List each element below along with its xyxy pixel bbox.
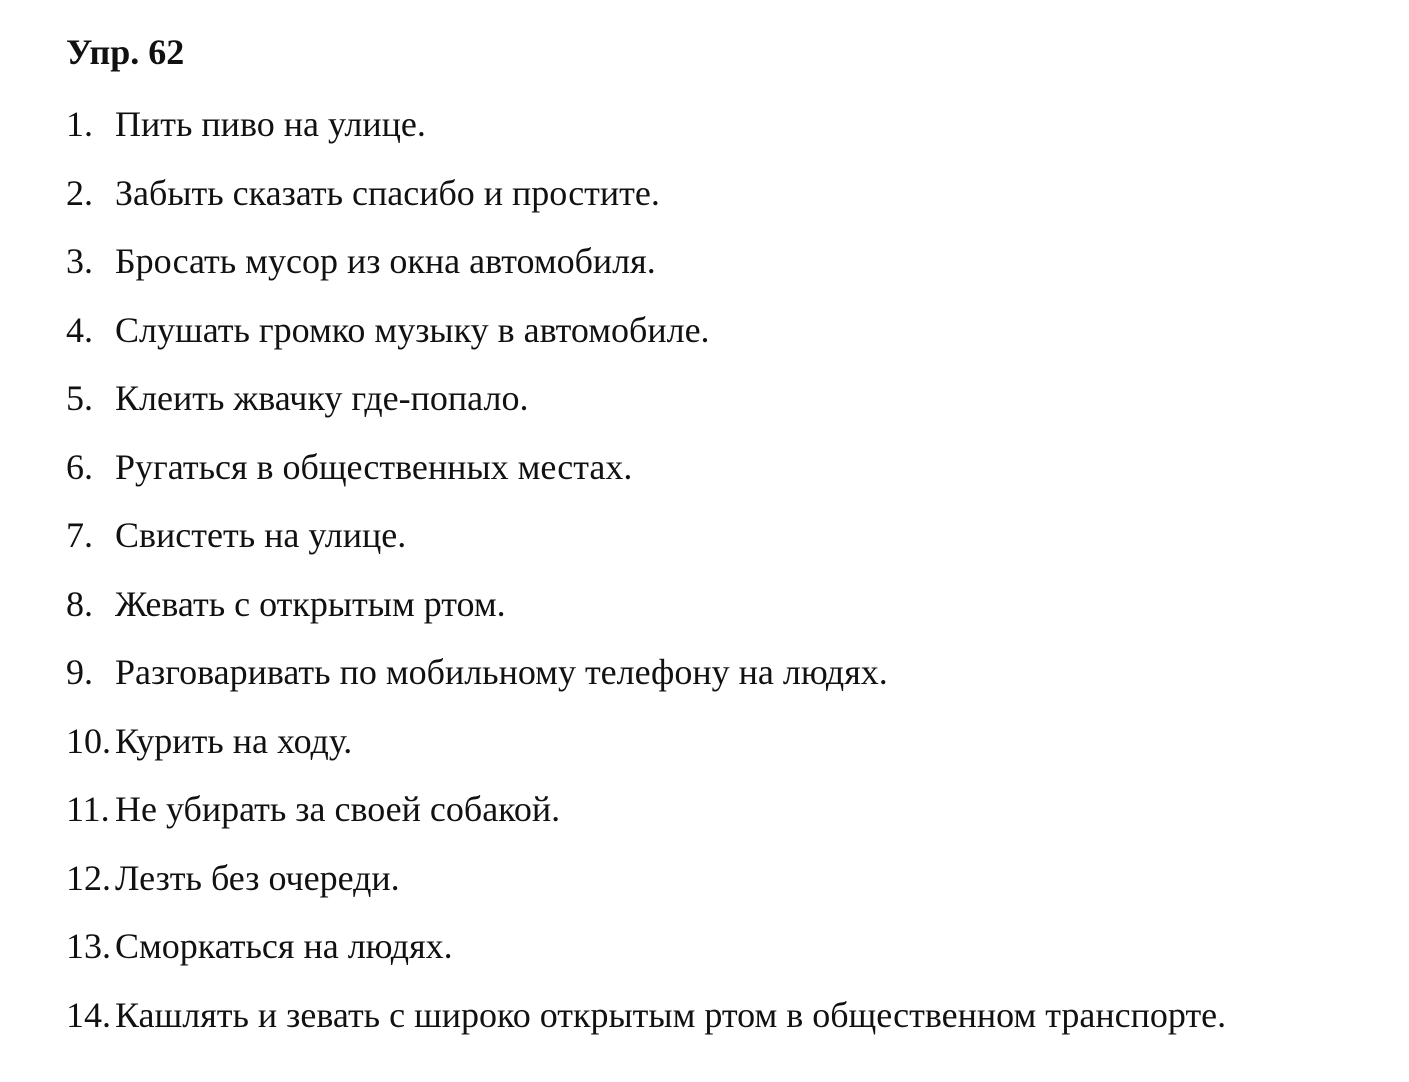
item-text: Сморкаться на людях. bbox=[115, 926, 453, 966]
item-number: 5. bbox=[66, 378, 93, 418]
list-item bbox=[66, 511, 1226, 580]
item-text: Забыть сказать спасибо и простите. bbox=[115, 172, 660, 213]
item-text: Клеить жвачку где-попало. bbox=[115, 378, 529, 418]
list-item bbox=[66, 237, 1226, 306]
item-number: 13. bbox=[66, 926, 111, 966]
item-text: Не убирать за своей собакой. bbox=[115, 789, 561, 829]
item-text: Пить пиво на улице. bbox=[115, 104, 426, 144]
list-item bbox=[66, 854, 1226, 923]
item-text: Жевать с открытым ртом. bbox=[115, 583, 506, 624]
item-number: 1. bbox=[66, 104, 93, 144]
list-item bbox=[66, 580, 1226, 649]
item-number: 8. bbox=[66, 583, 93, 624]
list-item bbox=[66, 443, 1226, 512]
item-number: 12. bbox=[66, 857, 111, 898]
list-item bbox=[66, 991, 1226, 1060]
item-number: 3. bbox=[66, 241, 93, 281]
item-text: Ругаться в общественных местах. bbox=[115, 446, 633, 487]
item-number: 9. bbox=[66, 652, 93, 692]
list-item bbox=[66, 717, 1226, 786]
item-text: Курить на ходу. bbox=[115, 720, 353, 761]
exercise-title: Упр. 62 bbox=[66, 32, 185, 72]
item-number: 2. bbox=[66, 172, 93, 213]
item-text: Разговаривать по мобильному телефону на людях. bbox=[115, 652, 888, 692]
item-text: Слушать громко музыку в автомобиле. bbox=[115, 309, 710, 350]
list-item bbox=[66, 169, 1226, 238]
item-number: 4. bbox=[66, 309, 93, 350]
item-number: 14. bbox=[66, 994, 111, 1035]
item-number: 6. bbox=[66, 446, 93, 487]
item-text: Кашлять и зевать с широко открытым ртом в общественном транспорте. bbox=[115, 994, 1227, 1035]
item-text: Бросать мусор из окна автомобиля. bbox=[115, 241, 656, 281]
list-item bbox=[66, 785, 1226, 854]
list-item bbox=[66, 100, 1226, 169]
item-number: 11. bbox=[66, 789, 110, 829]
list-item bbox=[66, 922, 1226, 991]
list-item bbox=[66, 374, 1226, 443]
item-text: Лезть без очереди. bbox=[115, 857, 400, 898]
item-text: Свистеть на улице. bbox=[115, 515, 407, 555]
list-item bbox=[66, 648, 1226, 717]
list-item bbox=[66, 306, 1226, 375]
exercise-list bbox=[66, 100, 1226, 1059]
item-number: 7. bbox=[66, 515, 93, 555]
item-number: 10. bbox=[66, 720, 111, 761]
